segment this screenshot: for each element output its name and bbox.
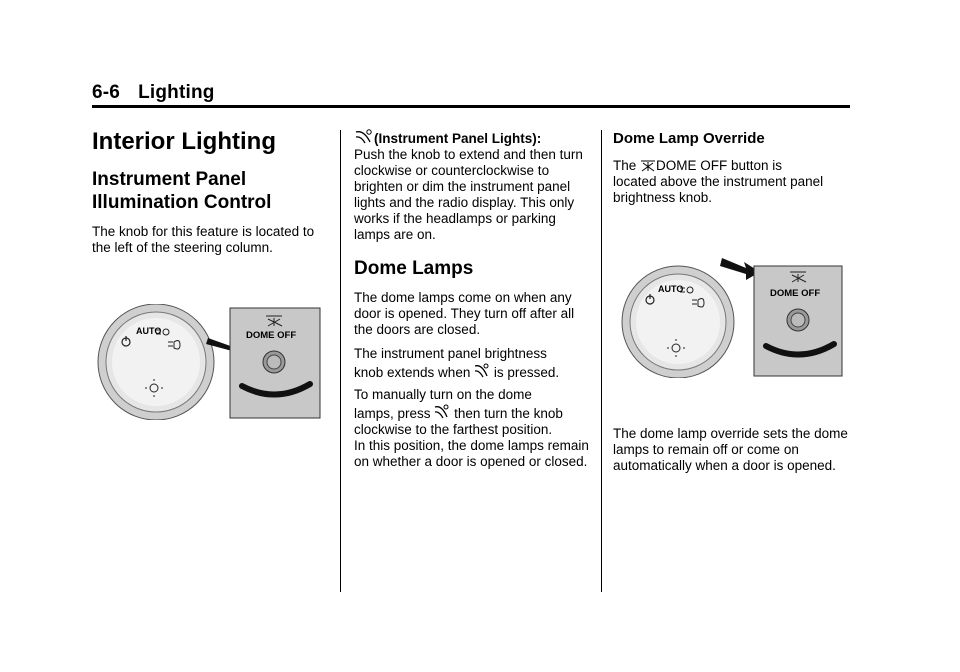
header-text: [92, 82, 850, 104]
dome-off-label: DOME OFF: [770, 288, 821, 299]
dome-p3-line2a: lamps, press: [354, 406, 431, 421]
section-title: Lighting: [138, 82, 215, 103]
instrument-panel-light-icon: [434, 403, 450, 421]
column-divider-1: [340, 130, 341, 592]
dome-p2-line1: The instrument panel brightness: [354, 346, 547, 361]
override-p1-a: The: [613, 158, 637, 173]
dome-override-p1: [613, 158, 853, 206]
column-3: [613, 128, 853, 214]
dome-p2-line2b: is pressed.: [493, 365, 560, 380]
dome-lamps-p1: The dome lamps come on when any door is opened. They turn off after all the doors are closed.: [354, 290, 575, 337]
dome-lamps-p3: [354, 387, 592, 438]
header-rule: [92, 105, 850, 108]
instrument-panel-light-icon: [474, 362, 490, 380]
dome-p3-line3: clockwise to the farthest position.: [354, 422, 553, 437]
dome-p3-line2b: then turn the knob: [454, 406, 563, 421]
dome-lamps-p4: In this position, the dome lamps remain on whether a door is opened or closed.: [354, 438, 589, 469]
override-p1-b: DOME OFF button is: [656, 158, 783, 173]
dome-lamps-p2: [354, 346, 592, 381]
ipl-description: Push the knob to extend and then turn clockwise or counterclockwise to brighten or dim the instrument panel lights and the radio display. This only works if the headlamps or parking lamps are on.: [354, 147, 583, 242]
brightness-knob: [98, 304, 214, 420]
figure-dome-override: [618, 254, 844, 378]
column-3-lower: [613, 426, 853, 482]
column-2: [354, 128, 592, 478]
ipl-label: (Instrument Panel Lights):: [374, 131, 542, 146]
auto-label: AUTO: [136, 326, 162, 336]
knob-location-text: The knob for this feature is located to the left of the steering column.: [92, 224, 315, 255]
dome-p3-line1: To manually turn on the dome: [354, 387, 532, 402]
column-divider-2: [601, 130, 602, 592]
subsection-heading: Instrument Panel Illumination Control: [92, 169, 272, 213]
page-header: [92, 82, 850, 104]
instrument-panel-light-icon: [354, 128, 374, 146]
dome-off-label: DOME OFF: [246, 330, 297, 341]
dome-off-icon: [640, 159, 656, 173]
figure-knob-and-dome-off: [96, 304, 322, 420]
dome-lamps-heading: Dome Lamps: [354, 258, 474, 279]
dome-p2-line2a: knob extends when: [354, 365, 471, 380]
page-number: 6-6: [92, 82, 121, 103]
override-p1-c: located above the instrument panel brightness knob.: [613, 174, 824, 205]
auto-label: AUTO: [658, 284, 684, 294]
section-heading: Interior Lighting: [92, 128, 276, 155]
dome-off-panel: [230, 308, 320, 418]
dome-override-p2: The dome lamp override sets the dome lamps to remain off or come on automatically when a door is opened.: [613, 426, 848, 473]
dome-override-heading: Dome Lamp Override: [613, 130, 765, 147]
brightness-knob: [622, 266, 734, 378]
dome-off-panel: [754, 266, 842, 376]
column-1: [92, 128, 322, 264]
